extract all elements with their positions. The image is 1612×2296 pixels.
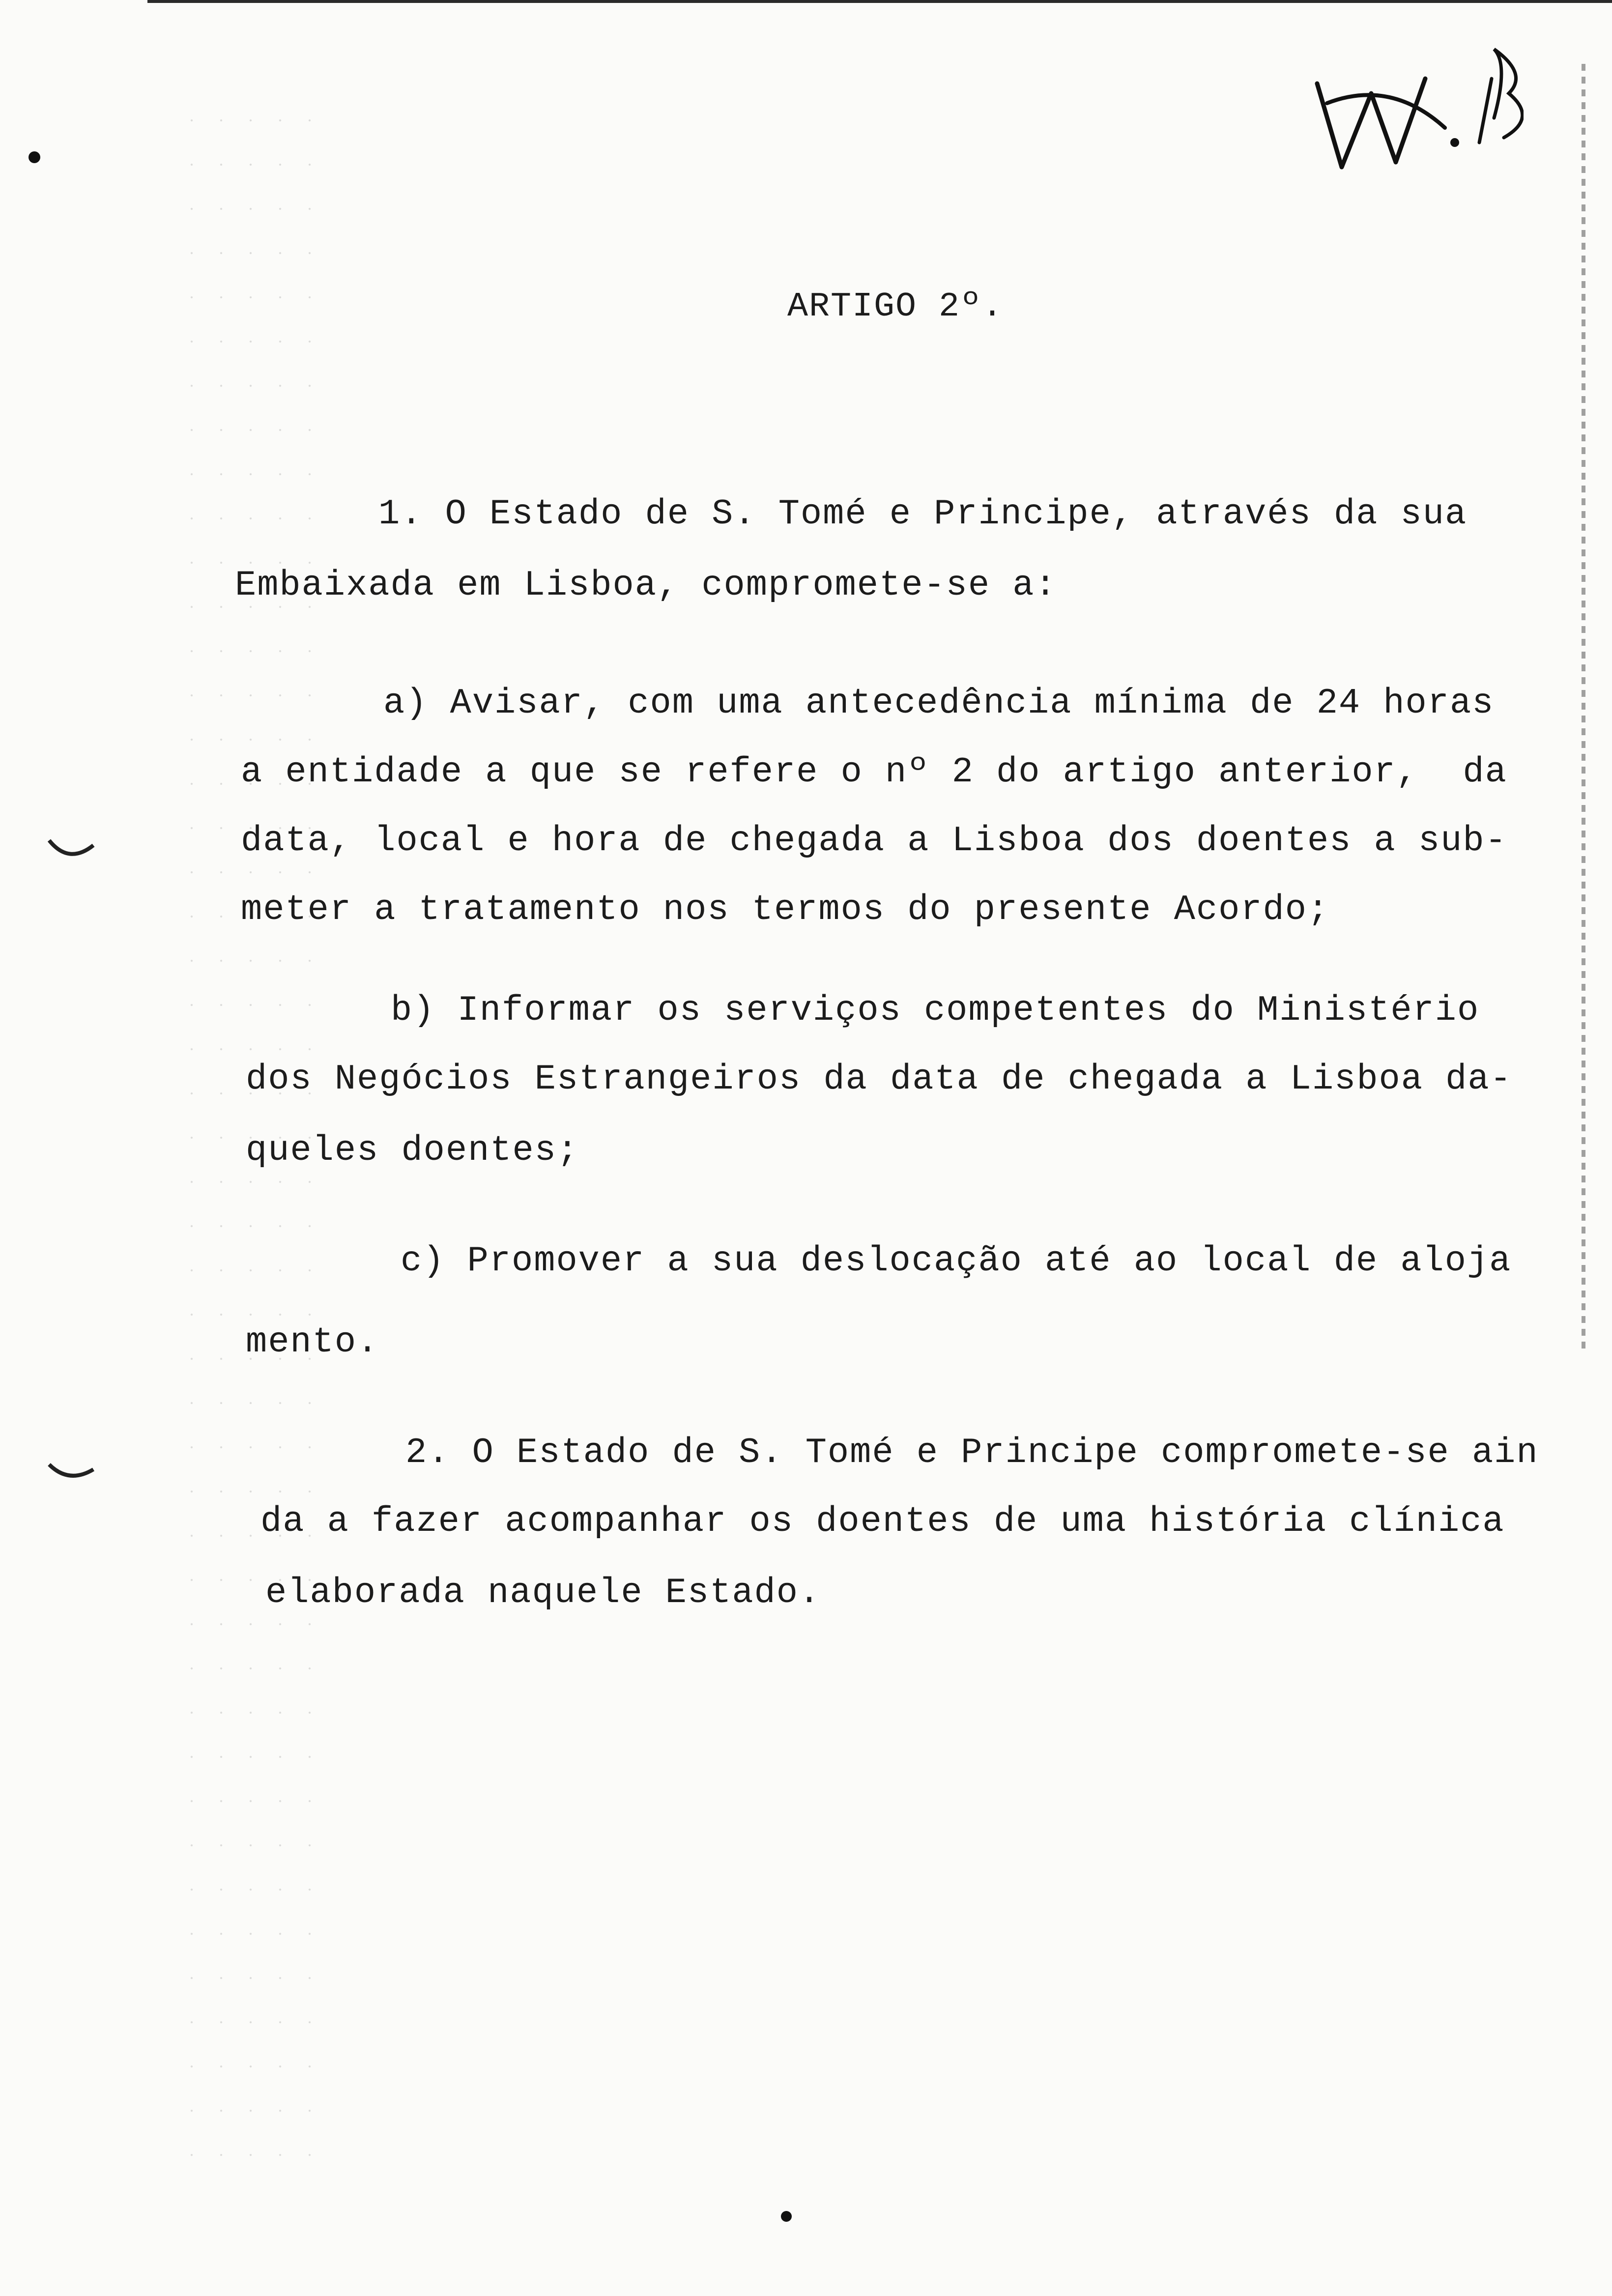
article-heading: ARTIGO 2º. xyxy=(787,287,1004,326)
paragraph-2-line-2: da a fazer acompanhar os doentes de uma história clínica xyxy=(260,1501,1505,1542)
item-c-line-2: mento. xyxy=(246,1322,379,1362)
item-a-line-4: meter a tratamento nos termos do presente Acordo; xyxy=(241,890,1330,930)
punch-hole-dot xyxy=(25,147,44,167)
item-a-line-2: a entidade a que se refere o nº 2 do artigo anterior, da xyxy=(241,752,1507,792)
item-a-line-3: data, local e hora de chegada a Lisboa dos doentes a sub- xyxy=(241,821,1507,861)
paragraph-2-line-3: elaborada naquele Estado. xyxy=(265,1573,821,1613)
item-b-line-3: queles doentes; xyxy=(246,1130,579,1171)
paragraph-1-line-2: Embaixada em Lisboa, compromete-se a: xyxy=(235,565,1057,605)
margin-mark xyxy=(44,831,98,870)
right-edge-perforation xyxy=(1582,64,1585,1351)
paragraph-1-line-1: 1. O Estado de S. Tomé e Principe, através da sua xyxy=(378,494,1468,534)
item-a-line-1: a) Avisar, com uma antecedência mínima de 24 horas xyxy=(383,683,1495,723)
handwritten-annotation xyxy=(1297,20,1524,177)
margin-mark xyxy=(44,1455,98,1494)
item-c-line-1: c) Promover a sua deslocação até ao local de aloja xyxy=(401,1241,1512,1281)
item-b-line-2: dos Negócios Estrangeiros da data de chegada a Lisboa da- xyxy=(246,1059,1512,1099)
speck-dot xyxy=(777,2207,796,2226)
paragraph-2-line-1: 2. O Estado de S. Tomé e Principe compromete-se ain xyxy=(405,1433,1539,1473)
item-b-line-1: b) Informar os serviços competentes do Ministério xyxy=(391,990,1480,1031)
top-edge-rule xyxy=(147,0,1612,3)
